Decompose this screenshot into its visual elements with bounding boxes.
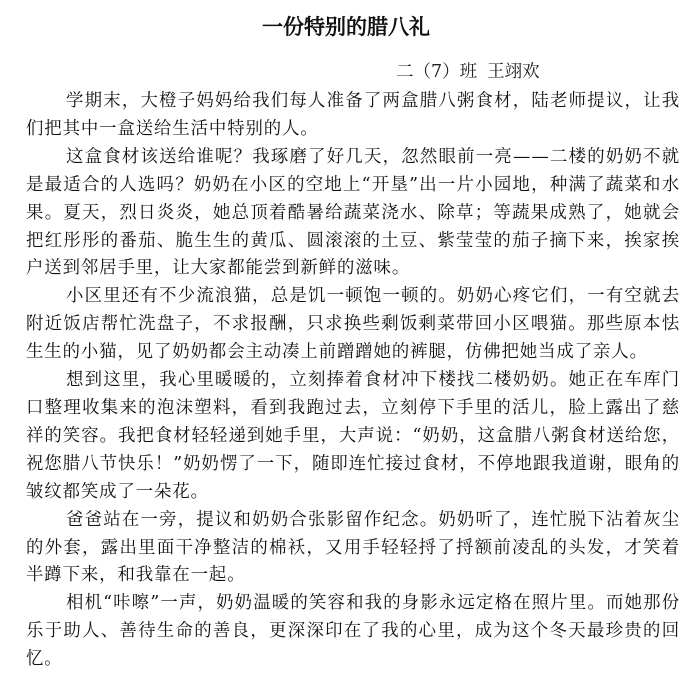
paragraph-2: 这盒食材该送给谁呢？我琢磨了好几天，忽然眼前一亮——二楼的奶奶不就是最适合的人选吗？奶奶在小区的空地上“开垦”出一片小园地，种满了蔬菜和水果。夏天，烈日炎炎，她总顶着酷暑给蔬菜浇水、除草；等蔬果成熟了，她就会把红彤彤的番茄、脆生生的黄瓜、圆滚滚的土豆、紫莹莹的茄子摘下来，挨家挨户送到邻居手里，让大家都能尝到新鲜的滋味。 [26, 146, 680, 279]
paragraph-6: 相机“咔嚓”一声，奶奶温暖的笑容和我的身影永远定格在照片里。而她那份乐于助人、善待生命的善良，更深深印在了我的心里，成为这个冬天最珍贵的回忆。 [26, 593, 680, 670]
author-name: 王翊欢 [487, 62, 540, 82]
author-class: 二（7）班 [396, 62, 478, 82]
paragraph-3: 小区里还有不少流浪猫，总是饥一顿饱一顿的。奶奶心疼它们，一有空就去附近饭店帮忙洗盘子，不求报酬，只求换些剩饭剩菜带回小区喂猫。那些原本怯生生的小猫，见了奶奶都会主动凑上前蹭蹭她的裤腿，仿佛把她当成了亲人。 [26, 286, 680, 363]
document-title: 一份特别的腊八礼 [262, 15, 430, 39]
paragraph-4: 想到这里，我心里暖暖的，立刻捧着食材冲下楼找二楼奶奶。她正在车库门口整理收集来的泡沫塑料，看到我跑过去，立刻停下手里的活儿，脸上露出了慈祥的笑容。我把食材轻轻递到她手里，大声说：“奶奶，这盒腊八粥食材送给您，祝您腊八节快乐！”奶奶愣了一下，随即连忙接过食材，不停地跟我道谢，眼角的皱纹都笑成了一朵花。 [26, 370, 680, 502]
paragraph-5: 爸爸站在一旁，提议和奶奶合张影留作纪念。奶奶听了，连忙脱下沾着灰尘的外套，露出里面干净整洁的棉袄，又用手轻轻捋了捋额前凌乱的头发，才笑着半蹲下来，和我靠在一起。 [26, 509, 680, 586]
essay-body [26, 88, 680, 674]
author-line [396, 58, 540, 86]
paragraph-1: 学期末，大橙子妈妈给我们每人准备了两盒腊八粥食材，陆老师提议，让我们把其中一盒送给生活中特别的人。 [26, 91, 680, 139]
